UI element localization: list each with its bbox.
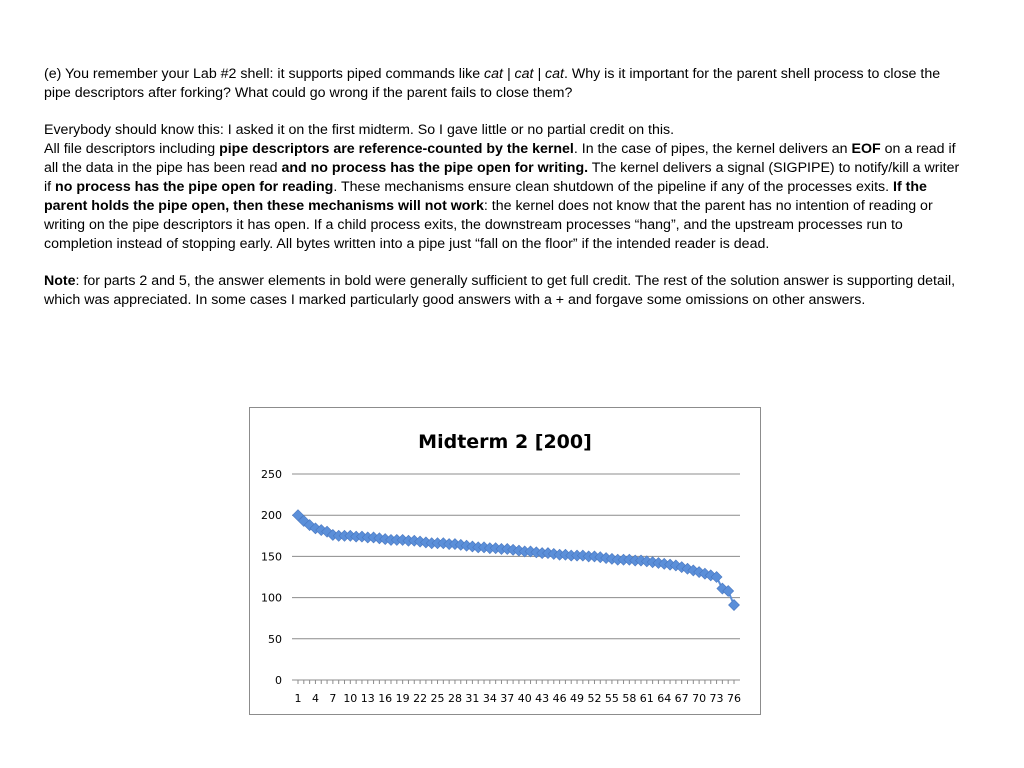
x-tick-label: 43 (535, 692, 550, 705)
answer-bold-2: EOF (851, 141, 881, 157)
x-tick-label: 61 (639, 692, 654, 705)
x-tick-label: 46 (552, 692, 567, 705)
note-paragraph (44, 272, 964, 310)
x-tick-label: 52 (587, 692, 602, 705)
x-tick-label: 67 (674, 692, 689, 705)
answer-text-5: . These mechanisms ensure clean shutdown of the pipeline if any of the processes exits. (333, 179, 893, 195)
x-tick-label: 34 (482, 692, 497, 705)
answer-text-3: on a read if all the data in the pipe has been read (44, 141, 956, 176)
x-tick-label: 31 (465, 692, 480, 705)
x-tick-label: 76 (727, 692, 741, 705)
x-tick-label: 73 (709, 692, 724, 705)
answer-intro: Everybody should know this: I asked it on the first midterm. So I gave little or no partial credit on this. (44, 122, 675, 138)
answer-bold-3: and no process has the pipe open for writing. (281, 160, 589, 176)
x-tick-label: 37 (500, 692, 515, 705)
x-tick-label: 1 (294, 692, 302, 705)
data-point (729, 600, 740, 611)
answer-bold-5: If the parent holds the pipe open, then these mechanisms will not work (44, 179, 927, 214)
x-tick-label: 25 (430, 692, 445, 705)
question-suffix: . Why is it important for the parent shell process to close the pipe descriptors after forking? What could go wrong if the parent fails to close them? (44, 66, 941, 101)
grid-layer (292, 474, 740, 639)
series-layer (293, 510, 740, 611)
x-tick-label: 58 (622, 692, 637, 705)
x-tick-label: 70 (692, 692, 707, 705)
chart-svg (250, 408, 760, 714)
y-tick-label: 250 (261, 468, 282, 481)
x-tick-label: 10 (343, 692, 358, 705)
text-block (44, 65, 964, 310)
y-tick-label: 0 (275, 674, 282, 687)
y-tick-label: 50 (268, 632, 282, 646)
x-tick-label: 22 (413, 692, 428, 705)
answer-text-6: : the kernel does not know that the parent has no intention of reading or writing on the pipe descriptors it has open. If a child process exits, the downstream processes “hang”, and the upstream processes run to completion instead of stopping early. All bytes written into a pipe just “fall on the floor” if the intended reader is dead. (44, 198, 933, 252)
answer-bold-4: no process has the pipe open for reading (55, 179, 334, 195)
x-tick-label: 19 (395, 692, 410, 705)
y-tick-label: 150 (261, 550, 282, 564)
question-paragraph (44, 65, 964, 103)
answer-text-2: . In the case of pipes, the kernel delivers an (573, 141, 852, 157)
chart-container (249, 407, 761, 715)
x-tick-label: 55 (604, 692, 619, 705)
question-command: cat | cat | cat (484, 66, 564, 82)
x-tick-label: 4 (311, 692, 319, 705)
x-tick-label: 13 (360, 692, 375, 705)
note-text: : for parts 2 and 5, the answer elements in bold were generally sufficient to get full credit. The rest of the solution answer is supporting detail, which was appreciated. In some cases I marked particularly good answers with a + and forgave some omissions on other answers. (44, 273, 956, 308)
answer-bold-1: pipe descriptors are reference-counted by the kernel (219, 141, 574, 157)
answer-text-1: All file descriptors including (44, 141, 220, 157)
y-tick-label: 100 (261, 591, 282, 605)
note-label: Note (44, 273, 76, 289)
x-tick-label: 7 (329, 692, 337, 705)
x-tick-label: 28 (447, 692, 462, 705)
x-tick-label: 16 (378, 692, 393, 705)
x-tick-label: 49 (570, 692, 585, 705)
x-tick-label: 40 (517, 692, 532, 705)
series-line (298, 515, 734, 605)
axis-layer (261, 468, 741, 705)
y-tick-label: 200 (261, 509, 282, 523)
question-prefix: (e) You remember your Lab #2 shell: it supports piped commands like (44, 66, 485, 82)
chart-title: Midterm 2 [200] (418, 431, 592, 453)
x-tick-label: 64 (657, 692, 672, 705)
answer-text-4: The kernel delivers a signal (SIGPIPE) to notify/kill a writer if (44, 160, 960, 195)
answer-paragraph (44, 140, 964, 254)
